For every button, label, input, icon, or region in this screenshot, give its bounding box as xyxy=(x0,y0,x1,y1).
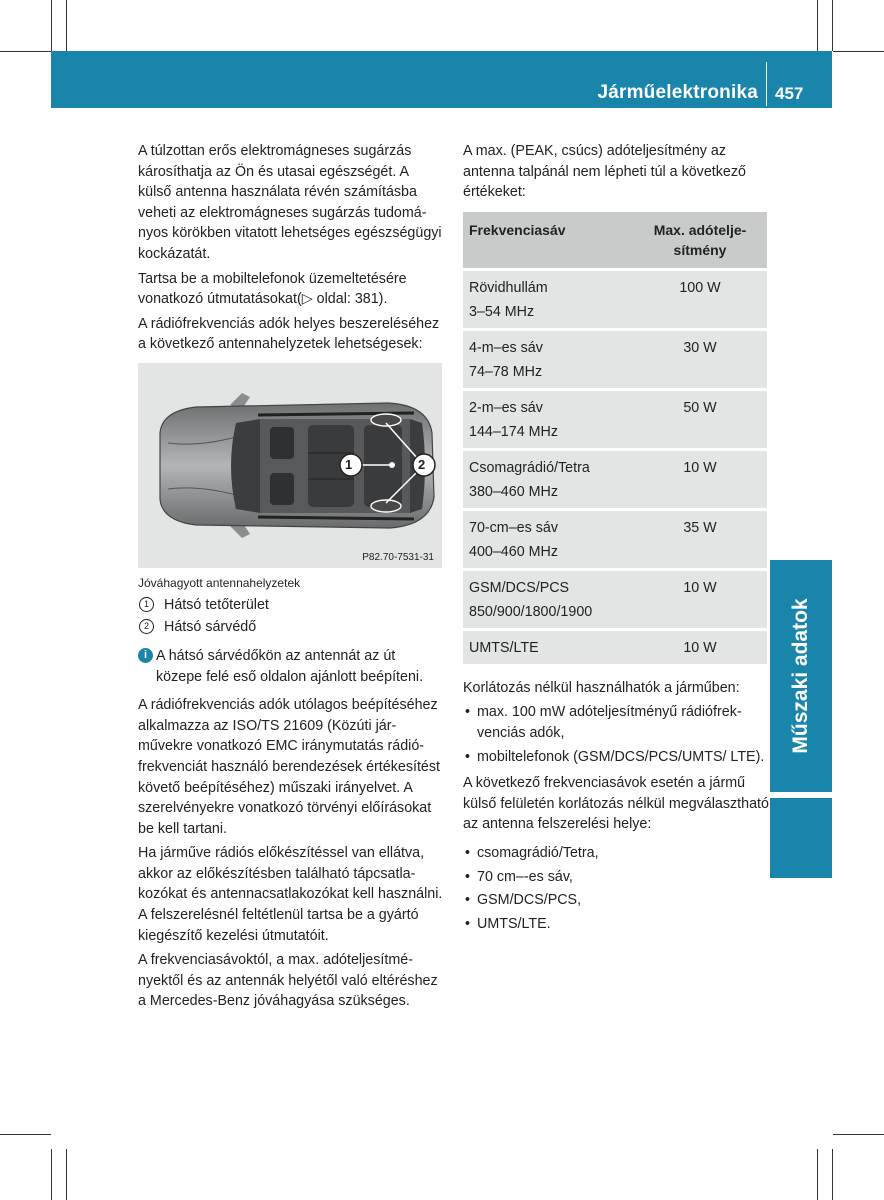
legend-item xyxy=(138,616,444,638)
chapter-tab xyxy=(770,560,832,792)
legend-item xyxy=(138,594,444,616)
band-power: 30 W xyxy=(683,339,717,356)
legend-number-icon: 2 xyxy=(139,619,154,634)
band-name: 4-m–es sáv xyxy=(469,339,543,356)
list-item: • UMTS/LTE. xyxy=(463,914,769,935)
paragraph: A túlzottan erős elektromágneses sugárzás károsíthatja az Ön és utasai egészségét. A külső antenna használata révén számításba veheti az elektromágneses sugárzás tudományos körökben vitatott lehetséges egészségügyi kockázatát. xyxy=(138,143,442,262)
chapter-tab-block xyxy=(770,798,832,878)
list-item: • 70 cm–-es sáv, xyxy=(463,867,769,888)
band-name: Csomagrádió/Tetra xyxy=(469,459,590,476)
table-header xyxy=(463,212,767,268)
right-column xyxy=(463,141,769,940)
band-power: 50 W xyxy=(683,399,717,416)
band-range: 74–78 MHz xyxy=(469,363,543,380)
table-row xyxy=(463,511,767,568)
antenna-positions-figure xyxy=(138,363,442,568)
info-icon: i xyxy=(138,648,153,663)
bullet-list xyxy=(463,702,769,767)
band-range: 380–460 MHz xyxy=(469,483,559,500)
crop-mark xyxy=(51,0,52,51)
table-row xyxy=(463,331,767,388)
paragraph: Tartsa be a mobiltelefonok üzemeltetésére vonatkozó útmutatásokat(▷ oldal: 381). xyxy=(138,270,407,308)
crop-mark xyxy=(832,0,833,51)
page-number: 457 xyxy=(775,84,804,103)
figure-code: P82.70-7531-31 xyxy=(362,551,434,563)
crop-mark xyxy=(51,1149,52,1200)
band-name: GSM/DCS/PCS xyxy=(469,579,570,596)
band-power: 35 W xyxy=(683,519,717,536)
paragraph: A frekvenciasávoktól, a max. adóteljesítményektől és az antennák helyétől való eltéréshez a Mercedes-Benz jóváhagyása szükséges. xyxy=(138,952,438,1010)
crop-mark xyxy=(66,0,67,51)
paragraph: A következő frekvenciasávok esetén a jármű külső felületén korlátozás nélkül megválasztható az antenna felszerelési helye: xyxy=(463,775,769,833)
info-note xyxy=(138,646,444,687)
crop-mark xyxy=(0,51,51,52)
table-row xyxy=(463,391,767,448)
table-row xyxy=(463,631,767,664)
band-range: 400–460 MHz xyxy=(469,543,559,560)
band-power: 100 W xyxy=(679,279,721,296)
crop-mark xyxy=(0,1134,51,1135)
crop-mark xyxy=(832,1149,833,1200)
band-power: 10 W xyxy=(683,579,717,596)
table-row xyxy=(463,451,767,508)
paragraph: A rádiófrekvenciás adók helyes beszereléséhez a következő antennahelyzetek lehetségesek: xyxy=(138,315,440,353)
left-column xyxy=(138,141,444,1016)
band-name: Rövidhullám xyxy=(469,279,548,296)
header-separator xyxy=(766,62,767,106)
table-row xyxy=(463,571,767,628)
band-power: 10 W xyxy=(683,639,717,656)
band-range: 850/900/1800/1900 xyxy=(469,603,593,620)
paragraph: Korlátozás nélkül használhatók a járműben: xyxy=(463,679,740,696)
marker-2: 2 xyxy=(418,456,426,472)
legend-number-icon: 1 xyxy=(139,597,154,612)
car-top-view-illustration xyxy=(138,363,442,568)
crop-mark xyxy=(817,1149,818,1200)
table-row xyxy=(463,271,767,328)
list-item: • csomagrádió/Tetra, xyxy=(463,843,769,864)
legend-text: Hátsó tetőterület xyxy=(164,596,269,613)
paragraph: A rádiófrekvenciás adók utólagos beépítéséhez alkalmazza az ISO/TS 21609 (Közúti járművekre vonatkozó EMC iránymutatás rádiófrekvenciát használó berendezések értékesítést követő beépítéséhez) műszaki irányelvet. A szerelvényekre vonatkozó törvényi előírásokat be kell tartani. xyxy=(138,697,440,837)
column-header: Max. adóteljesítmény xyxy=(653,221,747,258)
band-name: UMTS/LTE xyxy=(469,639,539,656)
crop-mark xyxy=(833,51,884,52)
list-item: • GSM/DCS/PCS, xyxy=(463,890,769,911)
list-item: • mobiltelefonok (GSM/DCS/PCS/UMTS/ LTE). xyxy=(463,747,769,768)
paragraph: A max. (PEAK, csúcs) adóteljesítmény az antenna talpánál nem lépheti túl a következő értékeket: xyxy=(463,143,746,201)
paragraph: Ha járműve rádiós előkészítéssel van ellátva, akkor az előkészítésben található tápcsatlakozókat és antennacsatlakozókat kell használni. A felszerelésnél feltétlenül tartsa be a gyártó kiegészítő kezelési útmutatóit. xyxy=(138,845,443,944)
bullet-list xyxy=(463,843,769,934)
crop-mark xyxy=(833,1134,884,1135)
band-name: 2-m–es sáv xyxy=(469,399,543,416)
chapter-tab-label: Műszaki adatok xyxy=(789,598,812,754)
column-header: Frekvenciasáv xyxy=(469,221,566,238)
marker-1: 1 xyxy=(345,456,353,472)
crop-mark xyxy=(66,1149,67,1200)
band-power: 10 W xyxy=(683,459,717,476)
legend-text: Hátsó sárvédő xyxy=(164,618,257,635)
list-item: • max. 100 mW adóteljesítményű rádiófrekvenciás adók, xyxy=(463,702,769,743)
figure-caption: Jóváhagyott antennahelyzetek xyxy=(138,575,301,590)
band-range: 144–174 MHz xyxy=(469,423,559,440)
info-text: A hátsó sárvédőkön az antennát az út közepe felé eső oldalon ajánlott beépíteni. xyxy=(156,647,424,685)
band-name: 70-cm–es sáv xyxy=(469,519,558,536)
section-title: Járműelektronika xyxy=(597,82,758,103)
crop-mark xyxy=(817,0,818,51)
band-range: 3–54 MHz xyxy=(469,303,535,320)
power-table xyxy=(463,212,767,664)
